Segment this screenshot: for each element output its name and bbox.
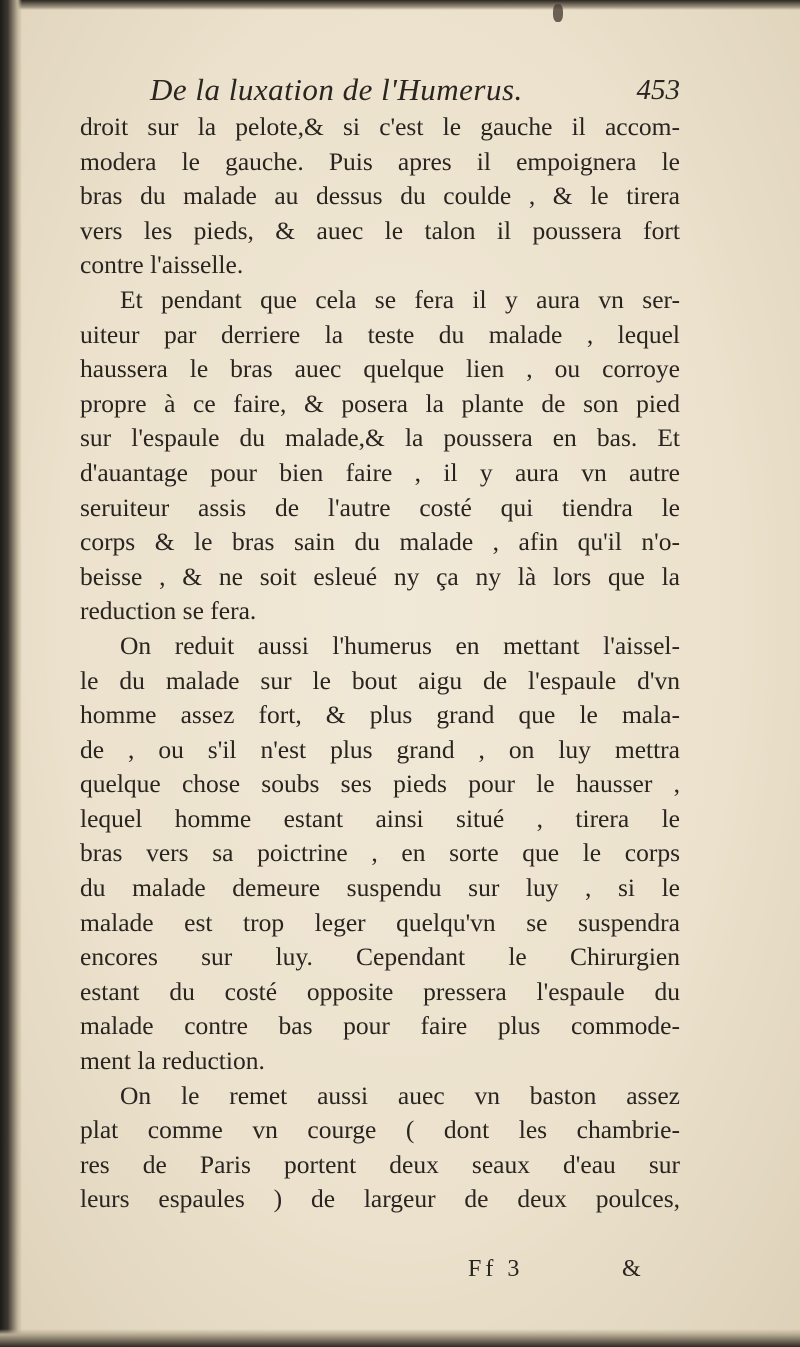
text-line: leurs espaules ) de largeur de deux poulces, xyxy=(80,1184,680,1214)
catchword: & xyxy=(622,1256,641,1282)
text-line: encores sur luy. Cependant le Chirurgien xyxy=(80,942,680,972)
text-line: corps & le bras sain du malade , afin qu'il n'o- xyxy=(80,527,680,557)
signature-mark: Ff 3 xyxy=(468,1256,524,1282)
text-line: quelque chose soubs ses pieds pour le hausser , xyxy=(80,769,680,799)
text-line: reduction se fera. xyxy=(80,596,257,626)
text-line: beisse , & ne soit esleué ny ça ny là lors que la xyxy=(80,561,680,591)
text-line: homme assez fort, & plus grand que le mala- xyxy=(80,700,680,730)
text-line: propre à ce faire, & posera la plante de son pied xyxy=(80,388,680,418)
text-line: de , ou s'il n'est plus grand , on luy mettra xyxy=(80,734,680,764)
text-line: uiteur par derriere la teste du malade , lequel xyxy=(80,319,680,349)
page-bottom-edge xyxy=(0,1329,800,1347)
text-line: modera le gauche. Puis apres il empoignera le xyxy=(80,146,680,176)
page-top-edge xyxy=(0,0,800,10)
text-line: haussera le bras auec quelque lien , ou corroye xyxy=(80,354,680,384)
text-line: bras vers sa poictrine , en sorte que le corps xyxy=(80,838,680,868)
page-footer xyxy=(0,1256,800,1296)
text-line: seruiteur assis de l'autre costé qui tiendra le xyxy=(80,492,680,522)
text-line: On reduit aussi l'humerus en mettant l'aissel- xyxy=(120,630,680,660)
text-line: ment la reduction. xyxy=(80,1046,265,1076)
text-line: estant du costé opposite pressera l'espaule du xyxy=(80,976,680,1006)
text-line: lequel homme estant ainsi situé , tirera le xyxy=(80,803,680,833)
text-line: sur l'espaule du malade,& la poussera en bas. Et xyxy=(80,423,680,453)
text-line: droit sur la pelote,& si c'est le gauche il accom- xyxy=(80,112,680,141)
body-text xyxy=(80,110,680,1217)
ink-blot xyxy=(553,4,563,22)
text-line: contre l'aisselle. xyxy=(80,250,244,280)
page-number: 453 xyxy=(636,74,680,106)
text-line: On le remet aussi auec vn baston assez xyxy=(120,1080,680,1110)
running-title: De la luxation de l'Humerus. xyxy=(150,72,523,107)
text-line: bras du malade au dessus du coulde , & le tirera xyxy=(80,181,680,211)
text-line: malade contre bas pour faire plus commode- xyxy=(80,1011,680,1041)
text-line: malade est trop leger quelqu'vn se suspendra xyxy=(80,907,680,937)
text-line: Et pendant que cela se fera il y aura vn ser- xyxy=(120,284,680,314)
text-line: res de Paris portent deux seaux d'eau sur xyxy=(80,1149,680,1179)
text-line: du malade demeure suspendu sur luy , si le xyxy=(80,873,680,903)
text-line: le du malade sur le bout aigu de l'espaule d'vn xyxy=(80,665,680,695)
page-binding-edge xyxy=(0,0,22,1347)
text-line: vers les pieds, & auec le talon il poussera fort xyxy=(80,215,680,245)
text-line: plat comme vn courge ( dont les chambrie- xyxy=(80,1115,680,1145)
text-line: d'auantage pour bien faire , il y aura vn autre xyxy=(80,457,680,487)
